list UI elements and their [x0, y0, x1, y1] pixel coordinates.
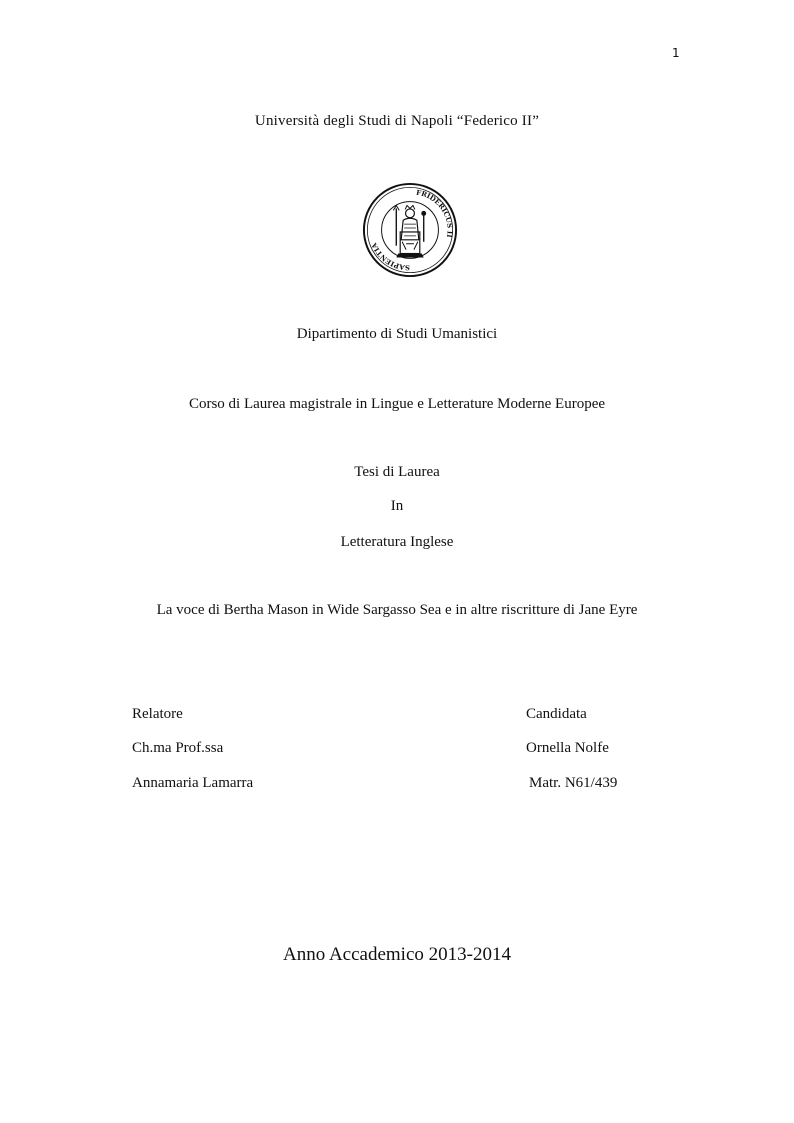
- course-name: Corso di Laurea magistrale in Lingue e Letterature Moderne Europee: [188, 396, 606, 412]
- thesis-subject: Letteratura Inglese: [340, 534, 454, 550]
- thesis-type: Tesi di Laurea: [354, 464, 440, 480]
- page-number: 1: [672, 46, 680, 60]
- university-name: Università degli Studi di Napoli “Federico II”: [254, 113, 540, 129]
- thesis-title: La voce di Bertha Mason in Wide Sargasso Sea e in altre riscritture di Jane Eyre: [156, 602, 638, 618]
- academic-year: Anno Accademico 2013-2014: [283, 944, 511, 965]
- seal-inscription-right: FRIDERICUS II: [415, 188, 454, 239]
- candidate-name: Ornella Nolfe: [526, 740, 609, 756]
- seal-inscription-left: SAPIENTIA: [370, 241, 411, 272]
- thesis-in: In: [390, 498, 404, 514]
- supervisor-label: Relatore: [132, 706, 183, 722]
- candidate-matricola: Matr. N61/439: [529, 775, 618, 791]
- svg-text:FRIDERICUS II: [416, 189, 454, 238]
- department-name: Dipartimento di Studi Umanistici: [296, 326, 498, 342]
- supervisor-name: Annamaria Lamarra: [132, 775, 254, 791]
- candidate-label: Candidata: [526, 706, 587, 722]
- university-seal-icon: [361, 181, 459, 279]
- supervisor-title: Ch.ma Prof.ssa: [132, 740, 224, 756]
